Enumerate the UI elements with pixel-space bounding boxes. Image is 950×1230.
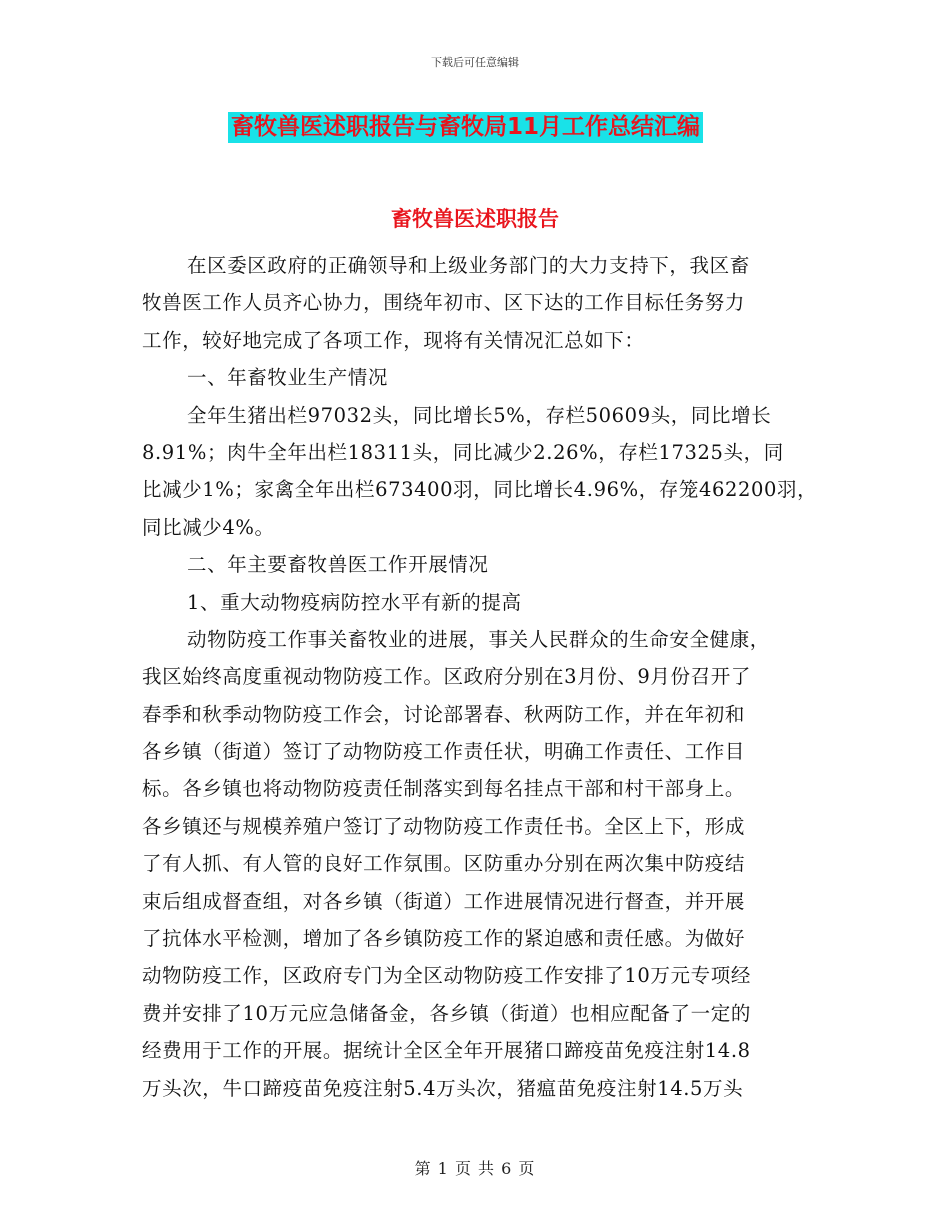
paragraph-line: 全年生猪出栏97032头，同比增长5%，存栏50609头，同比增长 — [187, 403, 772, 427]
paragraph-line: 8.91%；肉牛全年出栏18311头，同比减少2.26%，存栏17325头，同 — [142, 440, 784, 464]
section-title: 畜牧兽医述职报告 — [391, 207, 559, 231]
paragraph-line: 工作，较好地完成了各项工作，现将有关情况汇总如下： — [142, 328, 645, 352]
paragraph-line: 动物防疫工作，区政府专门为全区动物防疫工作安排了10万元专项经 — [142, 964, 751, 988]
paragraph-line: 各乡镇还与规模养殖户签订了动物防疫工作责任书。全区上下，形成 — [142, 814, 746, 838]
page-footer: 第 1 页 共 6 页 — [414, 1159, 536, 1178]
paragraph-line: 万头次，牛口蹄疫苗免疫注射5.4万头次，猪瘟苗免疫注射14.5万头 — [142, 1076, 744, 1100]
heading-line: 二、年主要畜牧兽医工作开展情况 — [187, 553, 489, 577]
paragraph-line: 经费用于工作的开展。据统计全区全年开展猪口蹄疫苗免疫注射14.8 — [142, 1039, 751, 1063]
paragraph-line: 动物防疫工作事关畜牧业的进展，事关人民群众的生命安全健康， — [187, 627, 770, 651]
paragraph-line: 春季和秋季动物防疫工作会，讨论部署春、秋两防工作，并在年初和 — [142, 702, 746, 726]
paragraph-line: 比减少1%；家禽全年出栏673400羽，同比增长4.96%，存笼462200羽， — [142, 478, 818, 502]
body-text — [142, 247, 822, 1107]
paragraph-line: 了抗体水平检测，增加了各乡镇防疫工作的紧迫感和责任感。为做好 — [142, 927, 746, 951]
document-title: 畜牧兽医述职报告与畜牧局11月工作总结汇编 — [228, 112, 703, 143]
paragraph-line: 各乡镇（街道）签订了动物防疫工作责任状，明确工作责任、工作目 — [142, 740, 746, 764]
paragraph-line: 在区委区政府的正确领导和上级业务部门的大力支持下，我区畜 — [187, 254, 750, 277]
paragraph-line: 牧兽医工作人员齐心协力，围绕年初市、区下达的工作目标任务努力 — [142, 291, 746, 315]
paragraph-line: 束后组成督查组，对各乡镇（街道）工作进展情况进行督查，并开展 — [142, 889, 746, 913]
paragraph-line: 同比减少4%。 — [142, 515, 275, 539]
paragraph-line: 标。各乡镇也将动物防疫责任制落实到每名挂点干部和村干部身上。 — [142, 777, 746, 801]
heading-line: 一、年畜牧业生产情况 — [187, 366, 389, 390]
heading-line: 1、重大动物疫病防控水平有新的提高 — [187, 590, 522, 614]
paragraph-line: 了有人抓、有人管的良好工作氛围。区防重办分别在两次集中防疫结 — [142, 852, 746, 876]
paragraph-line: 我区始终高度重视动物防疫工作。区政府分别在3月份、9月份召开了 — [142, 665, 751, 689]
paragraph-line: 费并安排了10万元应急储备金，各乡镇（街道）也相应配备了一定的 — [142, 1001, 751, 1025]
header-note: 下载后可任意编辑 — [431, 56, 519, 69]
